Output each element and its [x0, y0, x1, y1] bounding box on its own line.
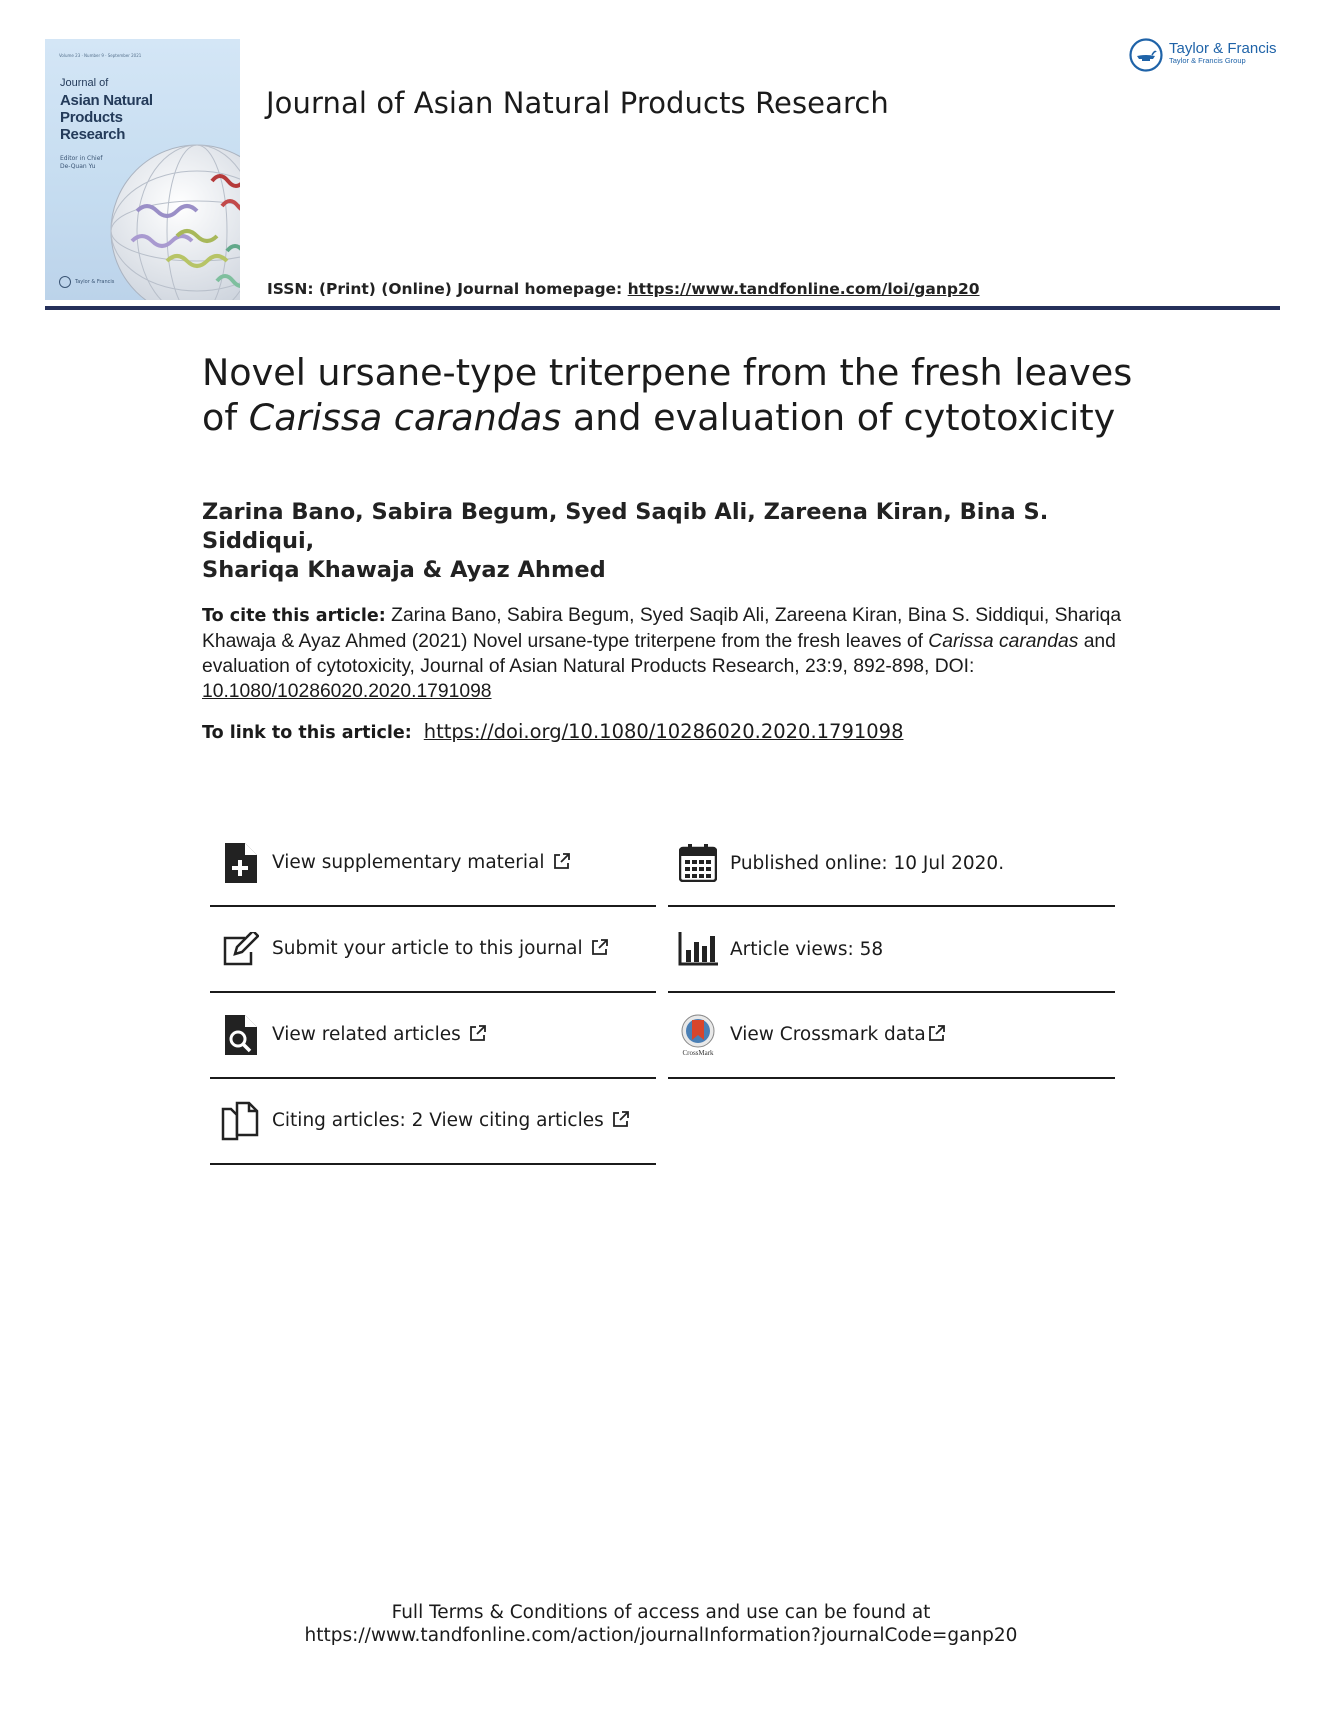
article-title-species: Carissa carandas	[248, 396, 562, 439]
published-online-text: Published online: 10 Jul 2020.	[730, 852, 1005, 874]
submit-label: Submit your article to this journal	[272, 937, 583, 959]
external-link-icon	[612, 1110, 630, 1133]
external-link-icon	[591, 938, 609, 961]
footer-terms-url[interactable]: https://www.tandfonline.com/action/journalInformation?journalCode=ganp20	[304, 1625, 1018, 1646]
edit-icon	[220, 929, 260, 969]
journal-cover-image	[45, 39, 240, 300]
add-document-icon	[220, 843, 260, 883]
crossmark-icon	[678, 1015, 718, 1055]
cite-text: Zarina Bano, Sabira Begum, Syed Saqib Ali, Zareena Kiran, Bina S. Siddiqui, Shariqa Khawaja & Ayaz Ahmed (2021) Novel ursane-type triterpene from the fresh leaves of	[202, 605, 1122, 652]
article-title	[202, 350, 1162, 440]
cover-editor	[60, 155, 103, 171]
taylor-francis-lamp-icon	[1129, 38, 1163, 72]
search-document-icon	[220, 1015, 260, 1055]
footer-line: Full Terms & Conditions of access and use can be found at	[391, 1602, 931, 1623]
citation-block	[202, 603, 1152, 704]
article-views-text: Article views: 58	[730, 938, 884, 960]
cite-label: To cite this article:	[202, 606, 386, 626]
cover-issue-line: Volume 23 · Number 9 · September 2021	[59, 53, 142, 58]
link-label: To link to this article:	[202, 723, 412, 743]
published-online-info	[668, 821, 1115, 907]
journal-title: Journal of Asian Natural Products Research	[266, 86, 889, 120]
article-title-text: Novel ursane-type triterpene from the fresh leaves	[202, 351, 1133, 394]
article-title-text: and evaluation of cytotoxicity	[561, 396, 1116, 439]
cite-text: and evaluation of cytotoxicity, Journal of Asian Natural Products Research, 23:9, 892-898, DOI:	[202, 631, 1116, 677]
terms-footer	[0, 1601, 1322, 1647]
related-label: View related articles	[272, 1023, 461, 1045]
article-title-text: of	[202, 396, 249, 439]
external-link-icon	[469, 1024, 487, 1047]
cover-title-line: Asian Natural	[60, 92, 153, 109]
bar-chart-icon	[678, 929, 718, 969]
crossmark-logo-text: CrossMark	[682, 1049, 714, 1056]
supplementary-label: View supplementary material	[272, 851, 545, 873]
publisher-logo[interactable]	[1129, 38, 1277, 72]
cover-title	[60, 75, 170, 143]
cover-title-line: Products	[60, 109, 123, 126]
article-link-line	[202, 720, 903, 743]
cover-editor-label: Editor in Chief	[60, 155, 103, 162]
header-divider	[45, 306, 1280, 310]
cover-protein-globe-image	[107, 141, 240, 300]
external-link-icon	[553, 852, 571, 875]
cover-editor-name: De-Quan Yu	[60, 163, 96, 170]
citing-articles-link[interactable]	[210, 1079, 656, 1165]
journal-homepage-link[interactable]: https://www.tandfonline.com/loi/ganp20	[627, 280, 980, 298]
crossmark-label: View Crossmark data	[730, 1023, 926, 1045]
copy-documents-icon	[220, 1101, 260, 1141]
cover-publisher-mark	[59, 276, 114, 288]
article-views-info	[668, 907, 1115, 993]
external-link-icon	[928, 1024, 946, 1047]
cover-publisher-text: Taylor & Francis	[75, 279, 115, 285]
issn-line	[267, 280, 980, 298]
submit-article-link[interactable]	[210, 907, 656, 993]
calendar-icon	[678, 843, 718, 883]
cover-title-line: Research	[60, 126, 126, 143]
publisher-circle-icon	[59, 276, 71, 288]
article-authors	[202, 498, 1162, 585]
publisher-name: Taylor & Francis	[1169, 40, 1277, 57]
authors-line: Zarina Bano, Sabira Begum, Syed Saqib Ali, Zareena Kiran, Bina S. Siddiqui,	[202, 499, 1049, 554]
citing-label: Citing articles: 2 View citing articles	[272, 1109, 604, 1131]
supplementary-material-link[interactable]	[210, 821, 656, 907]
article-doi-link[interactable]: https://doi.org/10.1080/10286020.2020.1791098	[423, 720, 904, 743]
publisher-group: Taylor & Francis Group	[1169, 56, 1246, 65]
authors-line: Shariqa Khawaja & Ayaz Ahmed	[202, 557, 606, 583]
cite-doi-link[interactable]: 10.1080/10286020.2020.1791098	[202, 681, 492, 702]
crossmark-link[interactable]	[668, 993, 1115, 1079]
cover-title-line: Journal of	[60, 77, 109, 89]
cite-species: Carissa carandas	[928, 631, 1079, 652]
issn-prefix: ISSN: (Print) (Online) Journal homepage:	[267, 280, 628, 298]
related-articles-link[interactable]	[210, 993, 656, 1079]
